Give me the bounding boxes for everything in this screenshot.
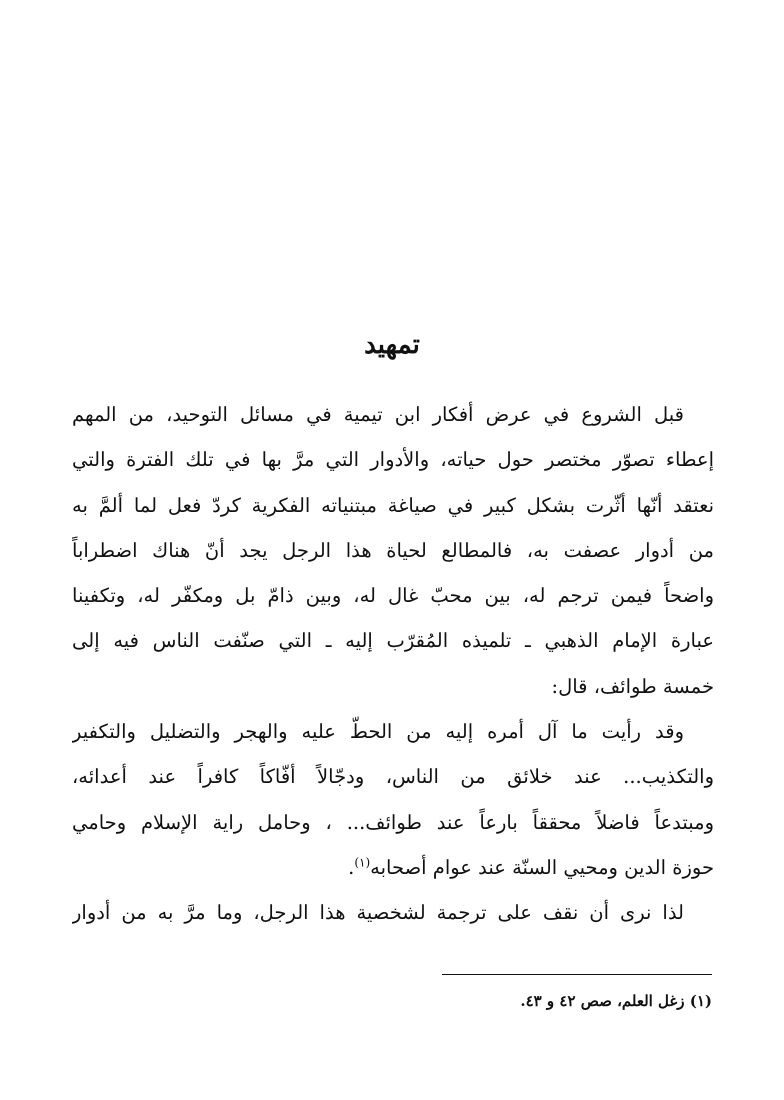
text-line: من أدوار عصفت به، فالمطالع لحياة هذا الرجل يجد أنّ هناك اضطراباً <box>72 538 714 562</box>
footnote-divider <box>442 974 712 975</box>
text-line: نعتقد أنّها أثّرت بشكل كبير في صياغة مبتنياته الفكرية كردّ فعل لما ألمَّ به <box>72 493 714 517</box>
text-line: قبل الشروع في عرض أفكار ابن تيمية في مسائل التوحيد، من المهم <box>72 403 684 426</box>
chapter-title: تمهيد <box>364 330 420 360</box>
footnote: (١) زغل العلم، صص ٤٢ و ٤٣. <box>520 992 712 1010</box>
text-line: خمسة طوائف، قال: <box>551 674 714 698</box>
text-line: عبارة الإمام الذهبي ـ تلميذه المُقرّب إليه ـ التي صنّفت الناس فيه إلى <box>72 629 714 653</box>
quote-line-last: حوزة الدين ومحيي السنّة عند عوام أصحابه$^{(١)}$. <box>348 855 714 879</box>
body-text <box>72 392 714 936</box>
quote-line: ومبتدعاً فاضلاً محققاً بارعاً عند طوائف... ، وحامل راية الإسلام وحامي <box>72 810 714 834</box>
footnote-marker[interactable]: (١) <box>354 855 371 870</box>
quote-line: وقد رأيت ما آل أمره إليه من الحطّ عليه والهجر والتضليل والتكفير <box>72 720 684 744</box>
quote-end-text: حوزة الدين ومحيي السنّة عند عوام أصحابه <box>370 855 714 879</box>
text-line: لذا نرى أن نقف على ترجمة لشخصية هذا الرجل، وما مرَّ به من أدوار <box>72 901 684 925</box>
quote-line: والتكذيب... عند خلائق من الناس، ودجّالاً أفّاكاً كافراً عند أعدائه، <box>72 765 714 789</box>
text-line: إعطاء تصوّر مختصر حول حياته، والأدوار التي مرَّ بها في تلك الفترة والتي <box>72 448 714 472</box>
text-line: واضحاً فيمن ترجم له، بين محبّ غال له، وبين ذامّ بل ومكفّر له، وتكفينا <box>72 584 714 608</box>
